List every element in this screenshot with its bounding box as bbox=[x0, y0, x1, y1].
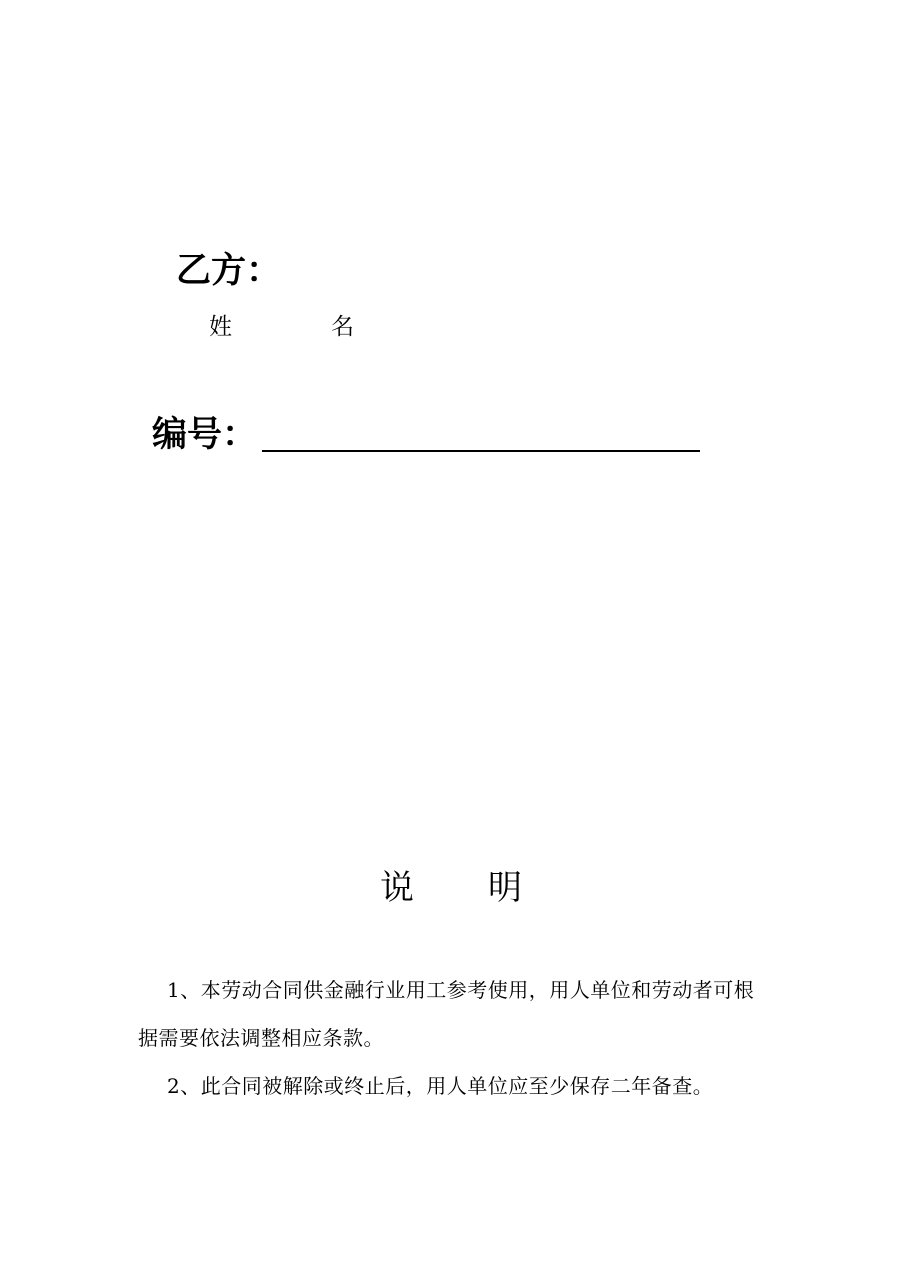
instructions-title-char-1: 说 bbox=[380, 868, 414, 908]
contract-number-row bbox=[152, 410, 712, 460]
name-label-char-1: 姓 bbox=[209, 314, 232, 340]
instructions-title bbox=[376, 860, 536, 916]
contract-number-blank-line bbox=[262, 450, 700, 452]
name-label-char-2: 名 bbox=[331, 314, 354, 340]
instruction-item-1-line-1: 1、本劳动合同供金融行业用工参考使用，用人单位和劳动者可根 bbox=[167, 978, 755, 1002]
instruction-item-1-line-2: 据需要依法调整相应条款。 bbox=[138, 1026, 384, 1050]
party-b-label: 乙方： bbox=[176, 251, 282, 291]
instructions-title-char-2: 明 bbox=[488, 868, 522, 908]
contract-number-label: 编号： bbox=[152, 415, 258, 455]
instruction-item-2: 2、此合同被解除或终止后，用人单位应至少保存二年备查。 bbox=[167, 1074, 714, 1098]
